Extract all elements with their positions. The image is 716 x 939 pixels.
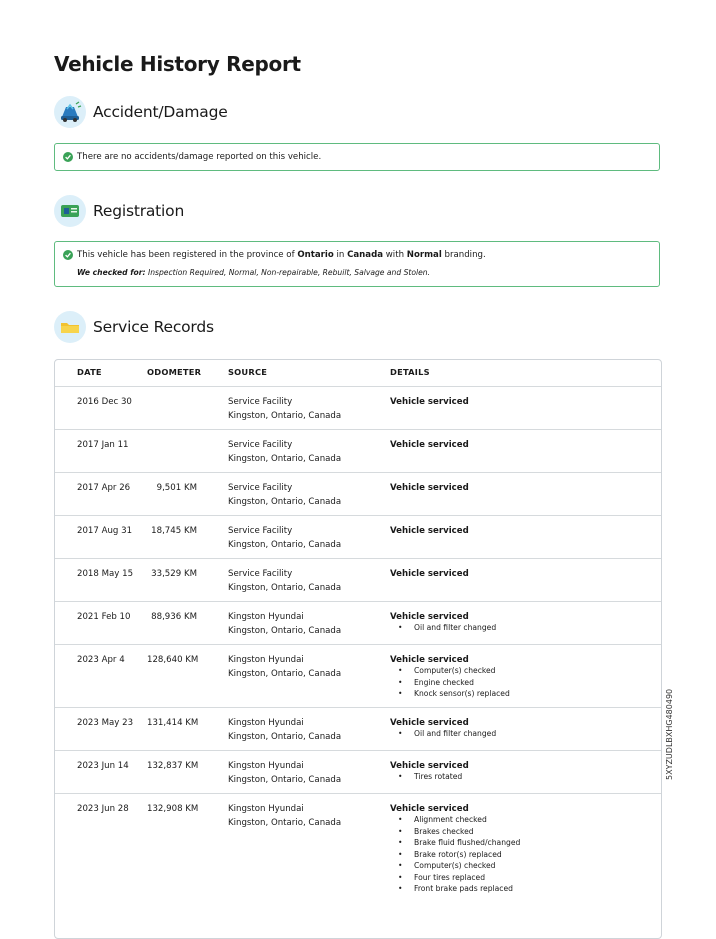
row-date: 2023 Jun 14 xyxy=(77,761,129,771)
row-odometer: 18,745 KM xyxy=(151,526,197,536)
service-item: • Computer(s) checked xyxy=(390,665,510,677)
vin-side-label: 5XYZUDLBXHG480490 xyxy=(665,688,674,780)
checked-for-items: Inspection Required, Normal, Non-repairable, Rebuilt, Salvage and Stolen. xyxy=(145,268,431,277)
row-date: 2017 Aug 31 xyxy=(77,526,133,536)
service-items xyxy=(390,622,496,634)
column-header-details: DETAILS xyxy=(390,367,430,377)
service-item: • Oil and filter changed xyxy=(390,622,496,634)
row-date: 2017 Jan 11 xyxy=(77,440,129,450)
column-header-source: SOURCE xyxy=(228,367,268,377)
row-source: Kingston Hyundai Kingston, Ontario, Canada xyxy=(228,655,342,679)
car-crash-icon xyxy=(54,96,86,128)
service-item: • Knock sensor(s) replaced xyxy=(390,688,510,700)
page-title: Vehicle History Report xyxy=(54,52,301,76)
country: Canada xyxy=(347,250,384,260)
row-details: Vehicle serviced xyxy=(390,397,469,407)
service-item: • Brakes checked xyxy=(390,826,520,838)
service-item: • Oil and filter changed xyxy=(390,728,496,740)
registration-notice xyxy=(54,241,660,287)
table-row xyxy=(55,515,661,559)
row-date: 2018 May 15 xyxy=(77,569,134,579)
column-header-date: DATE xyxy=(77,367,102,377)
row-details: Vehicle serviced xyxy=(390,526,469,536)
table-row xyxy=(55,793,661,934)
row-source: Kingston Hyundai Kingston, Ontario, Canada xyxy=(228,804,342,828)
column-header-odometer: ODOMETER xyxy=(147,367,202,377)
check-circle-icon xyxy=(63,250,73,260)
row-date: 2021 Feb 10 xyxy=(77,612,131,622)
table-row xyxy=(55,472,661,516)
checked-for-line xyxy=(77,268,649,277)
registration-card-icon xyxy=(54,195,86,227)
row-odometer: 131,414 KM xyxy=(147,718,199,728)
row-source: Kingston Hyundai Kingston, Ontario, Canada xyxy=(228,718,342,742)
row-odometer: 33,529 KM xyxy=(151,569,197,579)
row-details: Vehicle serviced • Computer(s) checked • Engine checked • Knock sensor(s) replaced xyxy=(390,653,510,700)
row-source: Service Facility Kingston, Ontario, Canada xyxy=(228,440,342,464)
service-item: • Brake rotor(s) replaced xyxy=(390,849,520,861)
registration-message: This vehicle has been registered in the province of Ontario in Canada with Normal branding. xyxy=(77,250,486,260)
row-source: Service Facility Kingston, Ontario, Canada xyxy=(228,526,342,550)
row-details: Vehicle serviced xyxy=(390,569,469,579)
service-items xyxy=(390,771,469,783)
accident-notice xyxy=(54,143,660,171)
row-source: Kingston Hyundai Kingston, Ontario, Canada xyxy=(228,612,342,636)
row-details: Vehicle serviced xyxy=(390,440,469,450)
table-row xyxy=(55,644,661,708)
accident-section-header xyxy=(54,96,228,128)
registration-section-header xyxy=(54,195,184,227)
row-odometer: 9,501 KM xyxy=(156,483,197,493)
accident-title: Accident/Damage xyxy=(93,103,228,121)
service-section-header xyxy=(54,311,214,343)
check-circle-icon xyxy=(63,152,73,162)
row-details: Vehicle serviced xyxy=(390,483,469,493)
row-date: 2023 Jun 28 xyxy=(77,804,129,814)
service-items xyxy=(390,814,520,895)
service-records-table xyxy=(54,359,662,939)
table-row xyxy=(55,707,661,751)
row-details: Vehicle serviced • Oil and filter changed xyxy=(390,716,496,740)
row-details: Vehicle serviced • Oil and filter changed xyxy=(390,610,496,634)
row-odometer: 128,640 KM xyxy=(147,655,199,665)
row-odometer: 88,936 KM xyxy=(151,612,197,622)
service-item: • Four tires replaced xyxy=(390,872,520,884)
row-details: Vehicle serviced • Tires rotated xyxy=(390,759,469,783)
service-items xyxy=(390,665,510,700)
row-details: Vehicle serviced • Alignment checked • Brakes checked • Brake fluid flushed/changed • Brake rotor(s) replaced • Computer(s) checked • Four tires replaced • Front brake pads replaced xyxy=(390,802,520,895)
row-source: Kingston Hyundai Kingston, Ontario, Canada xyxy=(228,761,342,785)
accident-message: There are no accidents/damage reported on this vehicle. xyxy=(77,152,322,162)
row-source: Service Facility Kingston, Ontario, Canada xyxy=(228,569,342,593)
service-item: • Tires rotated xyxy=(390,771,469,783)
row-source: Service Facility Kingston, Ontario, Canada xyxy=(228,483,342,507)
service-item: • Brake fluid flushed/changed xyxy=(390,837,520,849)
service-item: • Alignment checked xyxy=(390,814,520,826)
service-items xyxy=(390,728,496,740)
row-source: Service Facility Kingston, Ontario, Canada xyxy=(228,397,342,421)
service-item: • Computer(s) checked xyxy=(390,860,520,872)
province: Ontario xyxy=(297,250,334,260)
row-date: 2017 Apr 26 xyxy=(77,483,131,493)
table-row xyxy=(55,386,661,430)
row-date: 2016 Dec 30 xyxy=(77,397,132,407)
service-title: Service Records xyxy=(93,318,214,336)
branding: Normal xyxy=(406,250,442,260)
table-row xyxy=(55,558,661,602)
service-item: • Front brake pads replaced xyxy=(390,883,520,895)
checked-for-label: We checked for: xyxy=(77,268,146,277)
row-date: 2023 Apr 4 xyxy=(77,655,125,665)
service-item: • Engine checked xyxy=(390,677,510,689)
table-row xyxy=(55,429,661,473)
row-odometer: 132,837 KM xyxy=(147,761,199,771)
table-row xyxy=(55,750,661,794)
table-row xyxy=(55,601,661,645)
folder-icon xyxy=(54,311,86,343)
registration-title: Registration xyxy=(93,202,185,220)
row-odometer: 132,908 KM xyxy=(147,804,199,814)
row-date: 2023 May 23 xyxy=(77,718,134,728)
